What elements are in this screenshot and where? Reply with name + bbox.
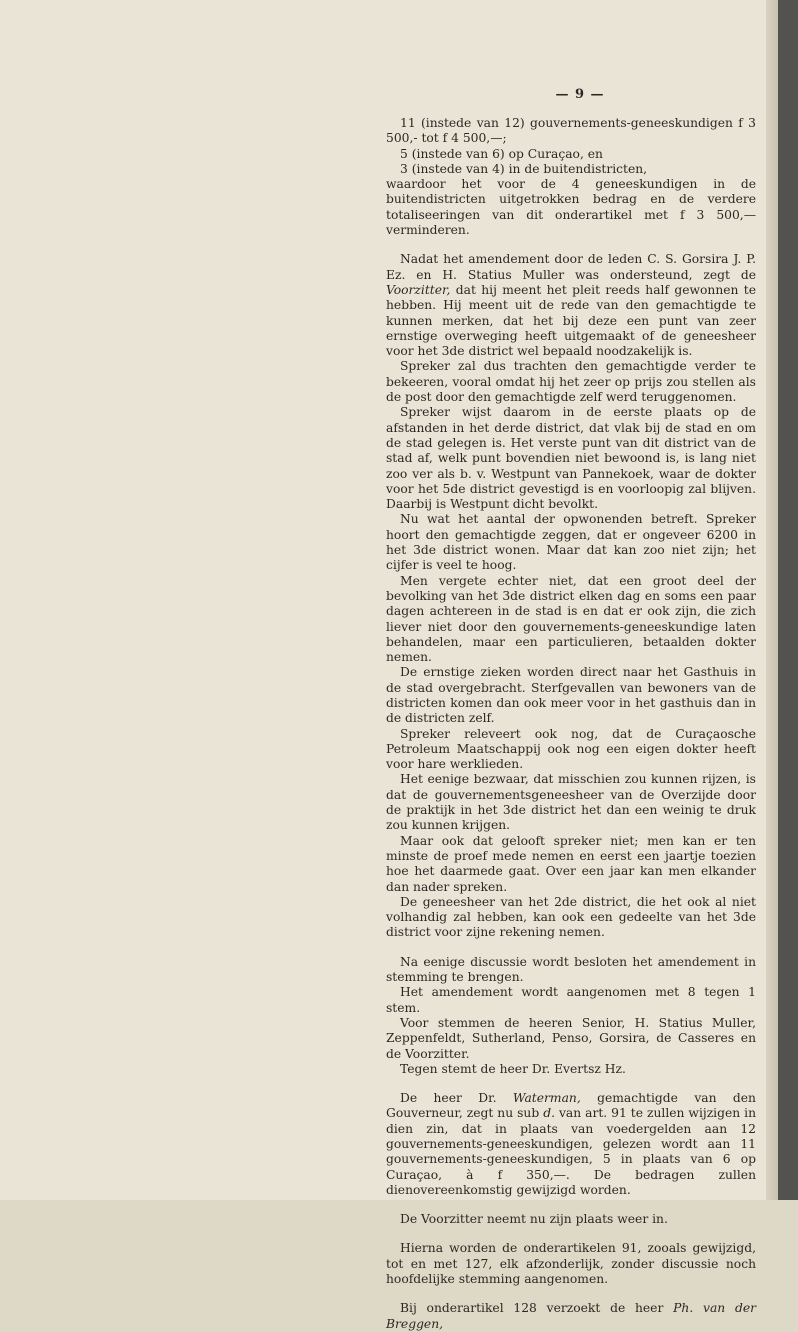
sub-d-italic: d.: [543, 1106, 555, 1121]
list-line: 3 (instede van 4) in de buitendistricten,: [400, 161, 648, 176]
paragraph: Na eenige discussie wordt besloten het amendement in stemming te brengen.: [386, 954, 756, 985]
waterman-italic: Waterman,: [512, 1091, 581, 1106]
paragraph: Het eenige bezwaar, dat misschien zou kunnen rijzen, is dat de gouvernementsgeneesheer van de Overzijde door de praktijk in het 3de district het dan een weinig te druk zou kunnen krijgen.: [386, 772, 756, 833]
page-edge: [766, 0, 778, 1200]
page-number: — 9 —: [555, 87, 605, 102]
paragraph: Tegen stemt de heer Dr. Evertsz Hz.: [400, 1061, 626, 1076]
paragraph: Maar ook dat gelooft spreker niet; men kan er ten minste de proef mede nemen en eerst een jaartje toezien hoe het daarmede gaat. Over een jaar kan men elkander dan nader spreken.: [386, 833, 756, 894]
paragraph: Spreker wijst daarom in de eerste plaats op de afstanden in het derde district, dat vlak bij de stad en om de stad gelegen is. Het verste punt van dit district van de stad af, welk punt bovendien niet bewoond is, is lang niet zoo ver als b. v. Westpunt van Pannekoek, waar de dokter voor het 5de district gevestigd is en voorloopig zal blijven. Daarbij is Westpunt dicht bevolkt.: [386, 405, 756, 512]
paragraph: [386, 1091, 756, 1198]
paragraph: Hierna worden de onderartikelen 91, zooals gewijzigd, tot en met 127, elk afzonderlijk, zonder discussie noch hoofdelijke stemming aangenomen.: [386, 1241, 756, 1287]
paragraph: Spreker zal dus trachten den gemachtigde verder te bekeeren, vooral omdat hij het zeer op prijs zou stellen als de post door den gemachtigde zelf werd teruggenomen.: [386, 359, 756, 405]
book-binding: [778, 0, 798, 1200]
document-body: [386, 116, 756, 1332]
paragraph: Het amendement wordt aangenomen met 8 tegen 1 stem.: [386, 985, 756, 1015]
paragraph: De ernstige zieken worden direct naar het Gasthuis in de stad overgebracht. Sterfgevallen van bewoners van de districten komen dan ook meer voor in het gasthuis dan in de districten zelf.: [386, 665, 756, 726]
paragraph: [386, 252, 756, 359]
paragraph: Spreker releveert ook nog, dat de Curaçaosche Petroleum Maatschappij ook nog een eigen dokter heeft voor hare werklieden.: [386, 726, 756, 772]
voorzitter-italic: Voorzitter,: [386, 282, 451, 297]
paragraph: Voor stemmen de heeren Senior, H. Statius Muller, Zeppenfeldt, Sutherland, Penso, Gorsira, de Casseres en de Voorzitter.: [386, 1015, 756, 1061]
van-der-breggen-italic: Ph. van der Breggen,: [386, 1301, 756, 1331]
paragraph: De Voorzitter neemt nu zijn plaats weer in.: [400, 1212, 668, 1227]
paragraph: [386, 1301, 756, 1332]
paragraph-text: De heer Dr.: [400, 1091, 497, 1106]
list-line: 5 (instede van 6) op Curaçao, en: [400, 146, 603, 161]
paragraph-text: gemachtigde van den Gouverneur, zegt nu sub: [386, 1091, 756, 1121]
paragraph-text: Nadat het amendement door de leden C. S. Gorsira J. P. Ez. en H. Statius Muller was ondersteund, zegt de: [386, 252, 756, 282]
paragraph-text: dat hij meent het pleit reeds half gewonnen te hebben. Hij meent uit de rede van den gemachtigde te kunnen merken, dat het bij deze een punt van zeer ernstige overweging heeft uitgemaakt of de geneesheer voor het 3de district wel bepaald noodzakelijk is.: [386, 282, 756, 359]
paragraph: Men vergete echter niet, dat een groot deel der bevolking van het 3de district elken dag en soms een paar dagen achtereen in de stad is en dat er ook zijn, die zich liever niet door den gouvernements-geneeskundige laten behandelen, maar een particulieren, betaalden dokter nemen.: [386, 573, 756, 665]
paragraph: Nu wat het aantal der opwonenden betreft. Spreker hoort den gemachtigde zeggen, dat er ongeveer 6200 in het 3de district wonen. Maar dat kan zoo niet zijn; het cijfer is veel te hoog.: [386, 512, 756, 573]
paragraph: De geneesheer van het 2de district, die het ook al niet volhandig zal hebben, kan ook een gedeelte van het 3de district voor zijne rekening nemen.: [386, 894, 756, 940]
paragraph-text: Bij onderartikel 128 verzoekt de heer: [400, 1301, 664, 1316]
paragraph: waardoor het voor de 4 geneeskundigen in de buitendistricten uitgetrokken bedrag en de verdere totaliseeringen van dit onderartikel met f 3 500,— verminderen.: [386, 177, 756, 238]
list-line: 11 (instede van 12) gouvernements-geneeskundigen f 3 500,- tot f 4 500,—;: [386, 116, 756, 146]
paragraph-text: van art. 91 te zullen wijzigen in dien zin, dat in plaats van voedergelden aan 12 gouvernements-geneeskundigen, gelezen wordt aan 11 gouvernements-geneeskundigen, 5 in plaats van 6 op Curaçao, à f 350,—. De bedragen zullen dienovereenkomstig gewijzigd worden.: [386, 1106, 756, 1197]
